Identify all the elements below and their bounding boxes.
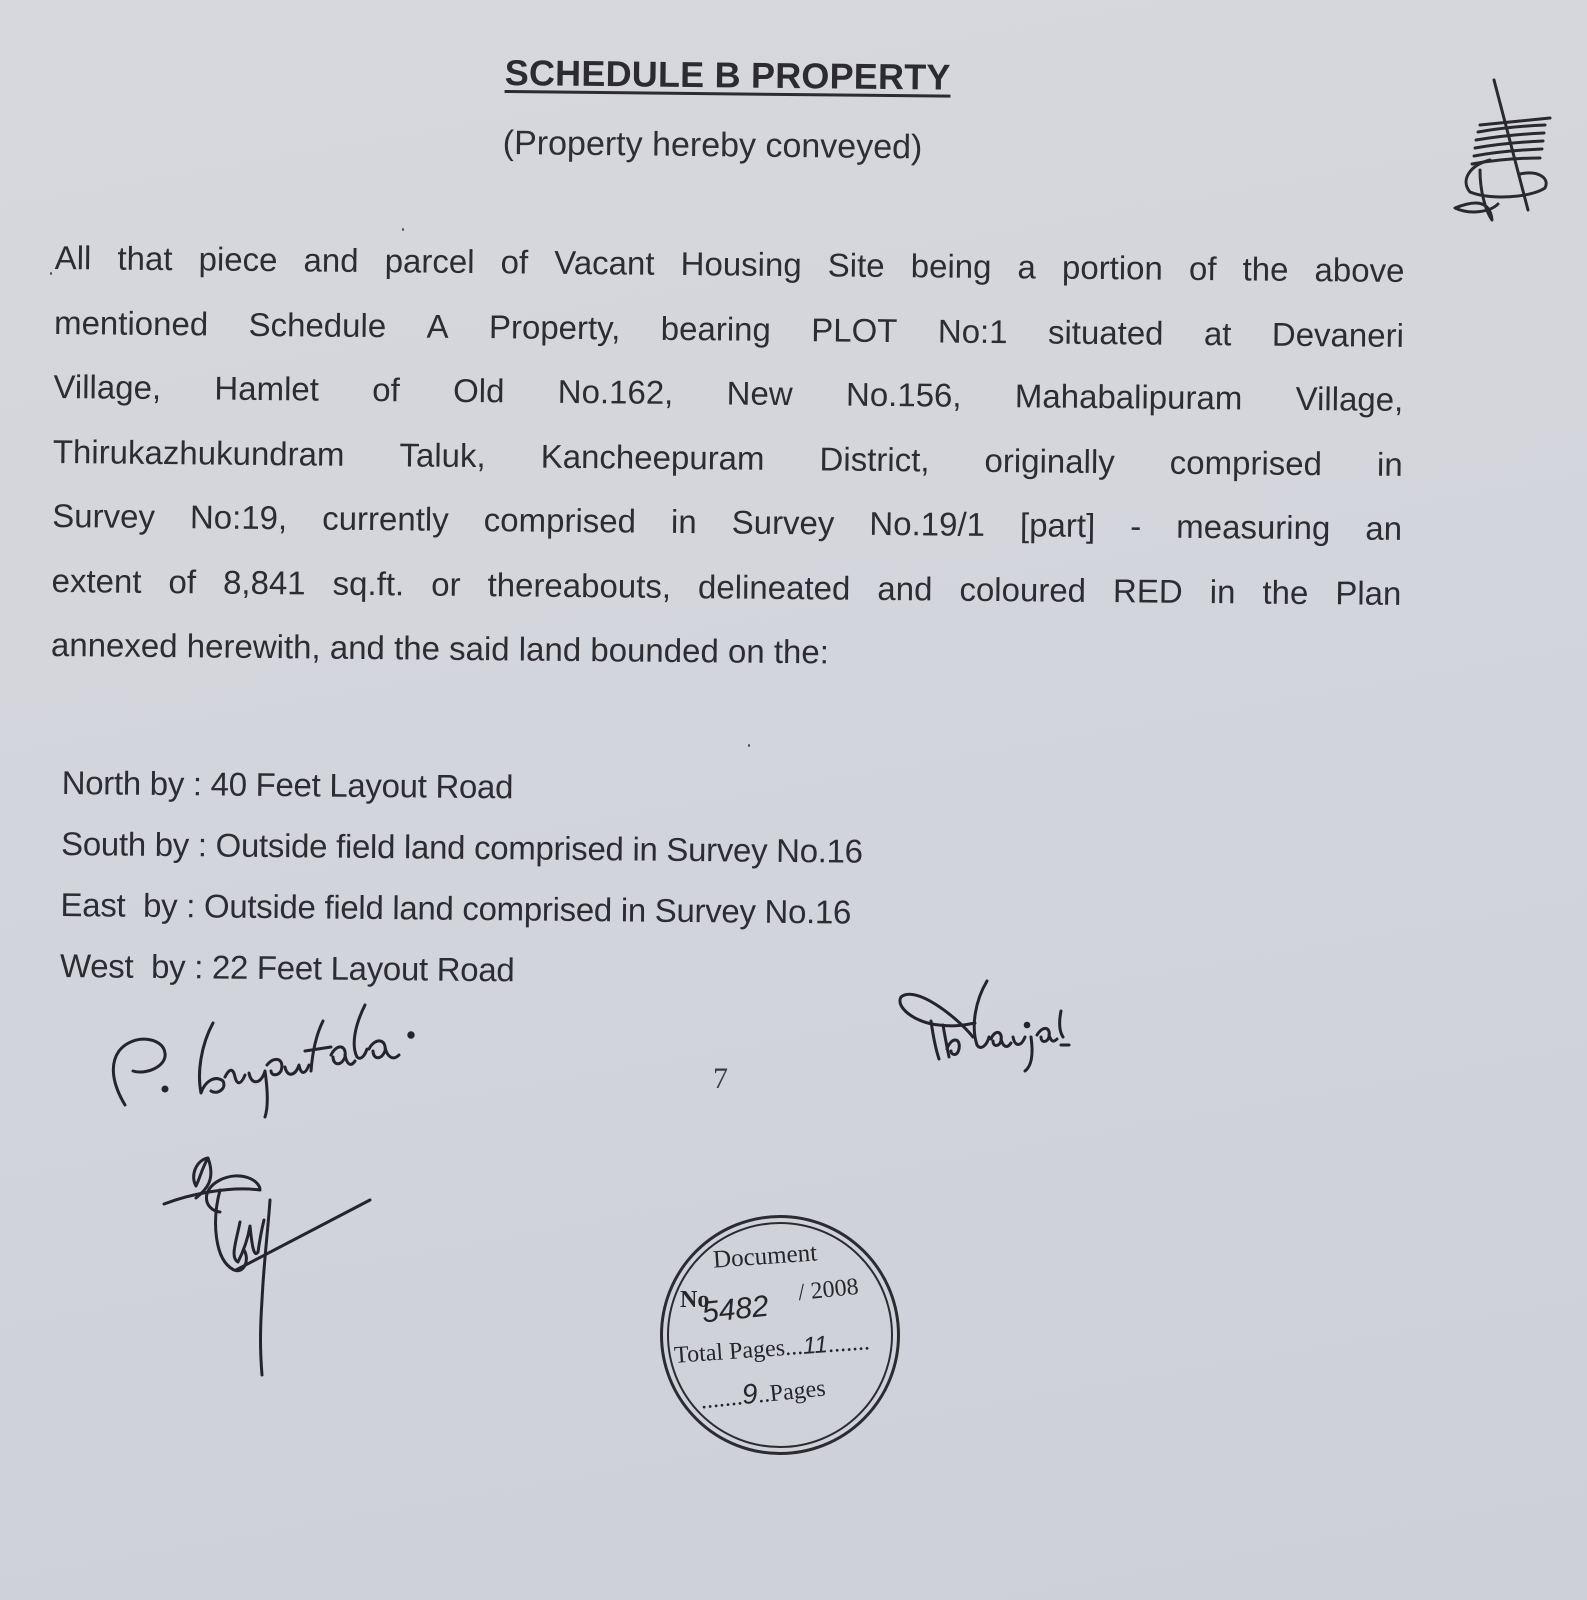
paragraph-word: No:1 (937, 311, 1008, 350)
boundary-west: West by : 22 Feet Layout Road (59, 946, 515, 989)
signature-top-right (1450, 70, 1560, 240)
paragraph-word: of (168, 562, 197, 600)
paragraph-word: parcel (384, 242, 475, 281)
paragraph-word: PLOT (811, 310, 898, 349)
paragraph-word: Thirukazhukundram (52, 432, 345, 473)
paragraph-word: Kancheepuram (540, 437, 765, 477)
paragraph-word: Schedule (248, 305, 387, 344)
paragraph-word: Survey (731, 503, 835, 542)
boundary-label: North by (61, 763, 185, 803)
paragraph-word: of (1188, 249, 1217, 288)
paragraph-word: in (670, 502, 697, 541)
boundary-north: North by : 40 Feet Layout Road (61, 763, 514, 806)
paragraph-word: a (1017, 248, 1037, 286)
paragraph-word: Old (452, 371, 505, 410)
paragraph-word: Site (827, 246, 885, 284)
paragraph-word: - (1130, 507, 1142, 545)
paragraph-word: extent (51, 561, 142, 600)
stamp-year: / 2008 (796, 1273, 860, 1307)
stamp-total-pages: Total Pages...11....... (673, 1329, 871, 1369)
paragraph-word: in (1209, 572, 1236, 610)
paragraph-word: sq.ft. (332, 564, 405, 602)
boundary-south: South by : Outside field land comprised in Survey No.16 (60, 824, 863, 870)
paragraph-word: Taluk, (399, 435, 486, 474)
stamp-document-number: 5482 (700, 1289, 771, 1330)
signature-right (895, 975, 1075, 1075)
paragraph-word: Property, (488, 307, 621, 346)
paragraph-word: of (372, 371, 400, 409)
paragraph-word: of (500, 243, 529, 281)
paragraph-word: [part] (1019, 506, 1096, 544)
document-stamp (660, 1215, 900, 1455)
paragraph-word: at (1203, 314, 1232, 352)
paragraph-word: and (877, 569, 933, 607)
paragraph-word: that (117, 239, 173, 278)
paragraph-word: mentioned (53, 303, 209, 342)
stamp-total-pages-value: 11 (801, 1331, 829, 1360)
boundary-value: 40 Feet Layout Road (210, 765, 514, 806)
paragraph-word: above (1314, 251, 1405, 289)
paragraph-word: A (426, 307, 449, 345)
boundary-label: East by (60, 885, 178, 925)
paragraph-word: being (910, 247, 992, 285)
paragraph-word: Devaneri (1271, 315, 1405, 354)
schedule-subtitle: (Property hereby conveyed) (502, 124, 923, 167)
stamp-page-label: Pages (768, 1375, 827, 1408)
stamp-no-label: No (680, 1287, 710, 1313)
stamp-total-pages-label: Total Pages (673, 1335, 786, 1369)
paragraph-word: currently (322, 499, 449, 538)
boundary-label: West by (59, 946, 186, 986)
paragraph-word: an (1365, 509, 1403, 547)
property-description (51, 226, 1405, 690)
paragraph-word: No.162, (557, 372, 674, 411)
paragraph-word: comprised (1169, 443, 1323, 482)
paragraph-word: originally (984, 441, 1115, 480)
paragraph-word: New (726, 374, 793, 413)
paragraph-word: Plan (1335, 573, 1402, 612)
paragraph-word: No.19/1 (869, 504, 986, 543)
paragraph-word: measuring (1176, 507, 1331, 547)
stamp-heading: Document (712, 1239, 818, 1274)
stamp-page-value: 9 (740, 1377, 760, 1411)
paper-speck (748, 744, 750, 747)
paragraph-word: coloured (959, 570, 1087, 609)
signature-bottom-left (160, 1150, 380, 1380)
boundary-value: Outside field land comprised in Survey No.16 (203, 887, 852, 931)
paragraph-word: portion (1061, 248, 1164, 287)
page-number: 7 (713, 1062, 728, 1095)
paragraph-word: Hamlet (214, 369, 320, 408)
boundary-label: South by (60, 824, 190, 864)
boundary-value: Outside field land comprised in Survey No.16 (215, 826, 863, 870)
paragraph-word: bearing (660, 309, 772, 348)
paragraph-word: Village, (1295, 379, 1404, 418)
paragraph-word: Housing (680, 245, 802, 284)
paragraph-word: All (54, 238, 92, 277)
paragraph-word: comprised (483, 501, 637, 540)
paragraph-word: No.156, (845, 375, 962, 414)
paragraph-word: Vacant (554, 243, 655, 282)
paragraph-word: or (431, 565, 461, 603)
signature-left (105, 985, 425, 1125)
paragraph-word: No:19, (189, 498, 288, 537)
paragraph-word: Mahabalipuram (1014, 377, 1243, 417)
paragraph-word: Survey (52, 496, 156, 535)
paragraph-word: delineated (697, 567, 851, 607)
paragraph-word: the (1242, 250, 1289, 288)
paragraph-word: in (1376, 445, 1403, 483)
paragraph-word: and (303, 241, 359, 279)
schedule-title: SCHEDULE B PROPERTY (504, 52, 951, 98)
paragraph-word: RED (1112, 571, 1183, 610)
paragraph-word: thereabouts, (487, 565, 672, 605)
paragraph-word: situated (1047, 313, 1164, 352)
paragraph-word: District, (819, 439, 930, 478)
paragraph-word: the (1262, 573, 1309, 611)
paragraph-word: 8,841 (222, 563, 306, 601)
boundaries-list (60, 752, 864, 1004)
paragraph-word: Village, (53, 367, 162, 407)
boundary-east: East by : Outside field land comprised in Survey No.16 (60, 885, 852, 931)
paragraph-word: annexed herewith, and the said land bounded on the: (50, 625, 830, 671)
paper-speck (402, 228, 404, 231)
stamp-page-count: .......9..Pages (699, 1375, 827, 1415)
boundary-value: 22 Feet Layout Road (211, 948, 515, 989)
paper-speck (50, 272, 52, 275)
paragraph-line (51, 613, 1402, 690)
paragraph-word: piece (198, 240, 278, 279)
